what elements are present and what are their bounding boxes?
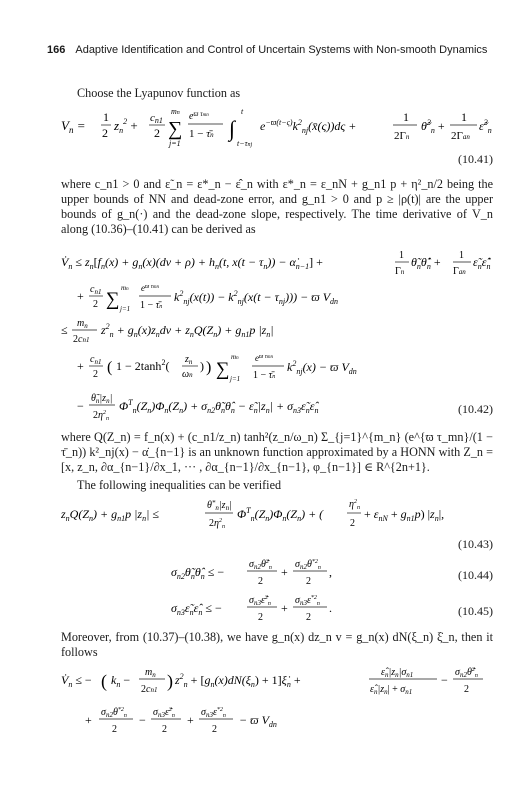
svg-text:zn2 +: $z_n^2$ + <box>114 117 138 135</box>
svg-text:1 − τ̄n: 1 − τ̄n <box>253 370 276 381</box>
svg-text:θ̃n|zn|: $\thetã_n|z_n|$ <box>91 393 113 405</box>
svg-text:zn: $z_n$ <box>185 354 193 366</box>
svg-text:1: 1 <box>403 110 409 124</box>
svg-text:ε̃nε̂̇n: $\varepsiloñ_n\varepsilon̂̇_n$ <box>473 255 491 271</box>
svg-text:2cn1: 2cn1 <box>141 684 158 695</box>
svg-text:2: 2 <box>258 576 263 587</box>
svg-text:1 − 2tanh2(: $1 - 2\tanh^2$( <box>116 358 170 373</box>
svg-text:k2nj(x(t)) − k2nj(x(t − τnj))): $k^2_{nj}(x(t)) - k^2_{nj}(x(t - \tau_{nj}))) - ϖ$ $V_{dn}$ <box>174 289 339 306</box>
svg-text:Γn: Γn <box>395 266 405 277</box>
svg-text:∑: ∑ <box>106 289 120 310</box>
following-text: The following inequalities can be verified <box>77 478 282 492</box>
svg-text:2: 2 <box>464 684 469 695</box>
equation-number-10-42: (10.42) <box>458 402 493 416</box>
svg-text:+ εnN + gn1p) |zn|,: + $\varepsilon_{nN} + g_{n1}p$) $|z_n|$, <box>364 507 445 523</box>
equation-10-44 <box>61 556 493 590</box>
svg-text:−: − <box>441 673 448 687</box>
intro-text: Choose the Lyapunov function as <box>77 86 241 100</box>
svg-text:k2nj(x) − ϖ Vdn: $k^2_{nj}(x) - ϖ$ $V_{dn}$ <box>287 359 357 376</box>
where-paragraph-2-text: where Q(Z_n) = f_n(x) + (c_n1/z_n) tanh²(z_n/ω_n) Σ_{j=1}^{m_n} (e^{ϖ τ_mn}/(1 − τ̄_n)) k²_nj(x) − α̇_{n−1} is an unknown function approximated by a HONN with Z_n = [x, z_n, ∂α_{n−1}/∂x_1, ··· , ∂α_{n−1}/∂x_{n−1}, φ_{n−1}] ∈ R^{2n+1}. <box>61 430 493 474</box>
equation-10-45-render <box>61 592 493 626</box>
svg-text:ε̂n|zn| + σn1: $\varepsilon̂_n|z_n| + \sigma_{n1}$ <box>370 684 413 696</box>
svg-text:ωn: ωn <box>182 369 193 380</box>
svg-text:1: 1 <box>103 110 109 124</box>
svg-text:2: 2 <box>112 724 117 735</box>
svg-text:1: 1 <box>461 110 467 124</box>
svg-text:2η2n: $2\eta^2_n$ <box>209 518 225 530</box>
svg-text:(: ( <box>107 359 113 376</box>
moreover-text: Moreover, from (10.37)–(10.38), we have g_n(x) dz_n v = g_n(x) dN(ξ_n) ξ̇_n, then it follows <box>61 630 493 659</box>
svg-text:≤: ≤ <box>61 323 68 337</box>
svg-text:− ϖ Vdn: − ϖ $V_{dn}$ <box>239 713 277 729</box>
svg-text:cn1: cn1 <box>150 112 163 125</box>
svg-text:j=1: j=1 <box>230 375 241 383</box>
svg-text:mn: $m_n$ <box>145 667 156 679</box>
svg-text:∑: ∑ <box>216 359 230 380</box>
equation-10-43-render <box>61 496 493 532</box>
svg-text:σn3ε̃2n: $\sigma_{n3}\varepsiloñ^2_n$ <box>249 595 271 607</box>
svg-text:t: t <box>241 107 244 116</box>
svg-text:+: + <box>77 359 84 373</box>
svg-text:σn3ε*2n: $\sigma_{n3}\varepsilon^{*2}_n$ <box>295 595 320 607</box>
svg-text:σn2θ̃nθ̂n ≤ −: $\sigma_{n2}\thetã_n\thetâ_n$ ≤ − <box>171 565 225 581</box>
equation-10-45 <box>61 592 493 626</box>
svg-text:Γan: Γan <box>453 266 466 277</box>
svg-text:∫: ∫ <box>229 116 236 141</box>
svg-text:ε̃2n: ε̃$^2_n$ <box>479 118 492 135</box>
equation-10-42-render <box>61 248 493 426</box>
svg-text:cn1: $c_{n1}$ <box>90 354 102 366</box>
svg-text:mn: mn <box>231 353 239 361</box>
svg-text:σn2θ*2n: $\sigma_{n2}\theta^{*2}_n$ <box>101 707 127 719</box>
svg-text:2Γn: 2Γn <box>394 130 410 142</box>
svg-text:eϖ τmn: $e^{ϖ \tau mn}$ <box>141 283 160 293</box>
svg-text:): ) <box>206 359 212 376</box>
svg-text:cn1: $c_{n1}$ <box>90 284 102 296</box>
page-number: 166 <box>47 44 66 56</box>
svg-text:): ) <box>167 671 173 691</box>
equation-10-41-render <box>61 104 493 148</box>
equation-10-41 <box>61 104 493 148</box>
svg-text:+: + <box>281 601 288 615</box>
svg-text:2: 2 <box>162 724 167 735</box>
running-title: Adaptive Identification and Control of Uncertain Systems with Non-smooth Dynamics <box>75 44 488 56</box>
svg-text:eϖ τmn: $e^{ϖ \tau mn}$ <box>255 353 274 363</box>
svg-text:j=1: j=1 <box>120 305 131 313</box>
svg-text:+: + <box>281 565 288 579</box>
svg-text:(: ( <box>101 671 107 691</box>
svg-text:2: 2 <box>306 612 311 623</box>
svg-text:.: . <box>329 601 332 615</box>
svg-text:2: 2 <box>212 724 217 735</box>
svg-text:+: + <box>85 713 92 727</box>
svg-text:mn: $m_n$ <box>77 318 88 330</box>
svg-text:mn: mn <box>171 107 180 116</box>
svg-text:+: + <box>77 289 84 303</box>
svg-text:eϖ τmn: $e^{ϖ \tau mn}$ <box>189 110 209 122</box>
where-paragraph-2 <box>61 430 493 475</box>
svg-text:2Γan: 2Γan <box>451 130 470 142</box>
equation-number-10-44: (10.44) <box>458 568 493 582</box>
svg-text:ε̂n|zn|σn1: $\varepsilon̂_n|z_n|\sigma_{n1}$ <box>381 667 414 679</box>
svg-text:2: 2 <box>350 518 355 529</box>
svg-text:ΦTn(Zn)Φn(Zn) + (: $\Phi^T_n(Z_n)\Phi_n(Z_n)$ + ( <box>237 506 324 523</box>
svg-text:j=1: j=1 <box>169 139 181 148</box>
final-inequality <box>61 662 493 742</box>
svg-text:σn3ε*2n: $\sigma_{n3}\varepsilon^{*2}_n$ <box>201 707 226 719</box>
svg-text:σn2θ̃2n: $\sigma_{n2}\thetã^2_n$ <box>455 667 478 679</box>
where-paragraph-1 <box>61 177 493 237</box>
where-paragraph-1-text: where c_n1 > 0 and ε̃_n = ε*_n − ε̂_n with ε*_n = ε_nN + g_n1 p + η²_n/2 being the upper bounds of NN and dead-zone error, and g_n1 > 0 and p ≥ |ρ(t)| are the upper bounds of g_n(·) and the dead-zone slope, respectively. The time derivative of V_n along (10.36)–(10.41) can be derived as <box>61 177 493 236</box>
svg-text:znQ(Zn) + gn1p |zn| ≤: $z_nQ(Z_n) + g_{n1}p$ $|z_n|$ ≤ <box>61 507 159 523</box>
svg-text:2cn1: 2cn1 <box>73 334 90 345</box>
svg-text:,: , <box>329 565 332 579</box>
svg-text:σn3ε̃2n: $\sigma_{n3}\varepsiloñ^2_n$ <box>153 707 175 719</box>
svg-text:V̇n ≤ −: $V̇_n$ ≤ − <box>61 673 92 689</box>
equation-number-10-45: (10.45) <box>458 604 493 618</box>
svg-text:η2n: $\eta^2_n$ <box>349 499 360 511</box>
svg-text:2: 2 <box>102 126 108 140</box>
svg-text:t−τnj: t−τnj <box>237 139 253 148</box>
running-header <box>47 44 491 56</box>
svg-text:ΦTn(Zn)Φn(Zn) + σn2θ̃nθ̂n − ε̃: $\Phi^T_n(Z_n)\Phi_n(Z_n)$ + $\sigma_{n2}\thetã_n\thetâ_n$ − $\varepsiloñ_n|z_n|$ + $\sigma_{n3}\varepsiloñ_n\varepsilon̂_n$ <box>119 398 319 415</box>
svg-text:∑: ∑ <box>168 118 183 140</box>
svg-text:2: 2 <box>154 126 160 140</box>
svg-text:+: + <box>187 713 194 727</box>
svg-text:2: 2 <box>306 576 311 587</box>
svg-text:−: − <box>139 713 146 727</box>
svg-text:1 − τ̄n: 1 − τ̄n <box>140 300 163 311</box>
svg-text:θ*n|zn|: $\theta^*_n|z_n|$ <box>207 499 232 512</box>
svg-text:σn3ε̃nε̂n ≤ −: $\sigma_{n3}\varepsiloñ_n\varepsilon̂_n$ ≤ − <box>171 601 222 617</box>
equation-10-43 <box>61 496 493 532</box>
equation-10-44-render <box>61 556 493 590</box>
svg-text:σn2θ̃2n: $\sigma_{n2}\thetã^2_n$ <box>249 559 272 571</box>
svg-text:2: 2 <box>93 369 98 380</box>
svg-text:1: 1 <box>399 250 404 261</box>
svg-text:mn: mn <box>121 284 129 292</box>
svg-text:2: 2 <box>258 612 263 623</box>
svg-text:e−ϖ(t−ς)k2nj(x̄(ς))dς +: $e^{-ϖ(t-\varsigma)}k^2_{nj}(x̄(\varsigma))d\varsigma$ + <box>260 118 357 135</box>
svg-text:2η2n: $2\eta^2_n$ <box>93 410 109 422</box>
svg-text:θ̃2n +: θ̃$^2_n$ + <box>421 118 445 135</box>
svg-text:V̇n ≤ zn[fn(x) + gn(x)(dv + ρ): $V̇_n \le z_n[f_n(x) + g_n(x)(dv + \rho) + h_n(t$, $x(t - \tau_n)$) − $\alphȧ_{n-1}$] + <box>61 255 323 271</box>
svg-text:z2n + gn(x)zndv + znQ(Zn) + gn: $z^2_n + g_n(x)z_ndv + z_nQ(Z_n) + g_{n1}p$ $|z_n|$ <box>101 322 274 339</box>
svg-text:σn2θ*2n: $\sigma_{n2}\theta^{*2}_n$ <box>295 559 321 571</box>
equation-number-10-41: (10.41) <box>458 152 493 166</box>
svg-text:): ) <box>200 359 204 373</box>
equation-number-10-43: (10.43) <box>458 537 493 551</box>
svg-text:Vn =: $V_n$ = <box>61 118 86 135</box>
final-inequality-render <box>61 662 493 742</box>
svg-text:1: 1 <box>459 250 464 261</box>
svg-text:−: − <box>77 399 84 413</box>
svg-text:2: 2 <box>93 299 98 310</box>
svg-text:1 − τ̄n: 1 − τ̄n <box>189 128 214 140</box>
svg-text:θ̃nθ̂̇n +: $\thetã_n\thetâ̇_n$ + <box>411 255 441 271</box>
equation-10-42 <box>61 248 493 426</box>
svg-text:z2n + [gn(x)dN(ξn) + 1]ξ̇n +: $z^2_n + [g_n(x)dN(\xi_n)$ + $1]\xi̇_n$ + <box>175 672 301 689</box>
svg-text:kn −: $k_n$ − <box>111 673 131 689</box>
moreover-paragraph <box>61 630 493 660</box>
